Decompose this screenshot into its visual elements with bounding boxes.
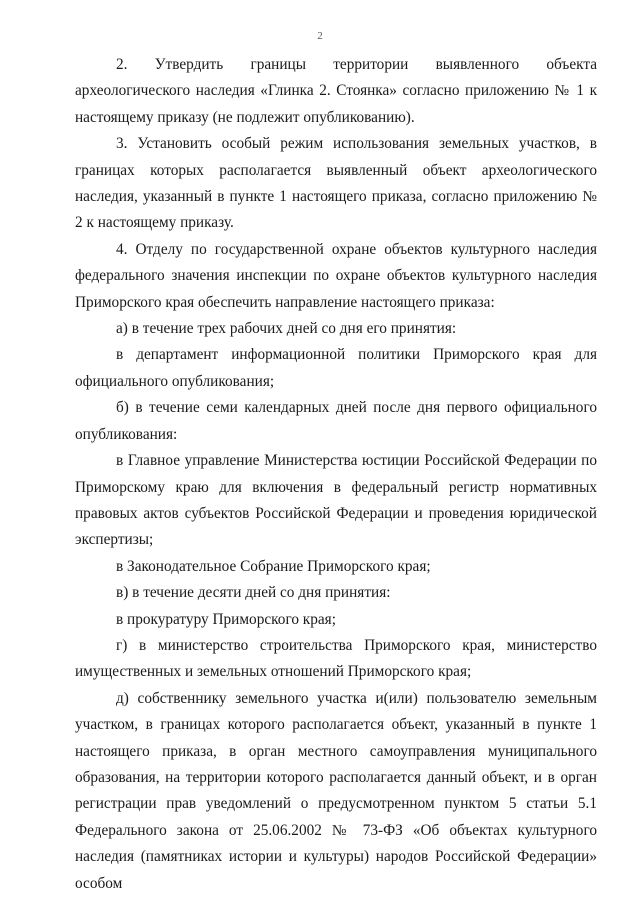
paragraph-subitem-a: а) в течение трех рабочих дней со дня его принятия:: [116, 320, 457, 338]
paragraph-recipient-assembly: в Законодательное Собрание Приморского края;: [116, 557, 431, 575]
paragraph-subitem-v: в) в течение десяти дней со дня принятия:: [116, 584, 391, 602]
paragraph-subitem-g: г) в министерство строительства Приморского края, министерство имущественных и земельных отношений Приморского края;: [75, 636, 597, 681]
paragraph-recipient-prosecutor: в прокуратуру Приморского края;: [116, 610, 336, 628]
paragraph-item-2: 2. Утвердить границы территории выявленного объекта археологического наследия «Глинка 2. Стоянка» согласно приложению № 1 к настоящему приказу (не подлежит опубликованию).: [75, 56, 597, 126]
paragraph-subitem-b: б) в течение семи календарных дней после дня первого официального опубликования:: [75, 399, 597, 443]
paragraph-recipient-info-policy: в департамент информационной политики Приморского края для официального опубликования;: [75, 346, 597, 390]
paragraph-subitem-d: д) собственнику земельного участка и(или) пользователю земельным участком, в границах которого располагается объект, указанный в пункте 1 настоящего приказа, в орган местного самоуправления муниципального образования, на территории которого располагается данный объект, и в орган регистрации прав уведомлений о предусмотренном пунктом 5 статьи 5.1 Федерального закона от 25.06.2002 № 73-ФЗ «Об объектах культурного наследия (памятниках истории и культуры) народов Российской Федерации» особом: [75, 689, 597, 892]
paragraph-item-3: 3. Установить особый режим использования земельных участков, в границах которых располагается выявленный объект археологического наследия, указанный в пункте 1 настоящего приказа, согласно приложению № 2 к настоящему приказу.: [75, 135, 597, 232]
paragraph-recipient-justice: в Главное управление Министерства юстиции Российской Федерации по Приморскому краю для включения в федеральный регистр нормативных правовых актов субъектов Российской Федерации и проведения юридической экспертизы;: [75, 452, 597, 549]
paragraph-item-4: 4. Отделу по государственной охране объектов культурного наследия федерального значения инспекции по охране объектов культурного наследия Приморского края обеспечить направление настоящего приказа:: [75, 240, 597, 311]
page-number: 2: [317, 30, 323, 42]
document-body: [75, 52, 597, 897]
